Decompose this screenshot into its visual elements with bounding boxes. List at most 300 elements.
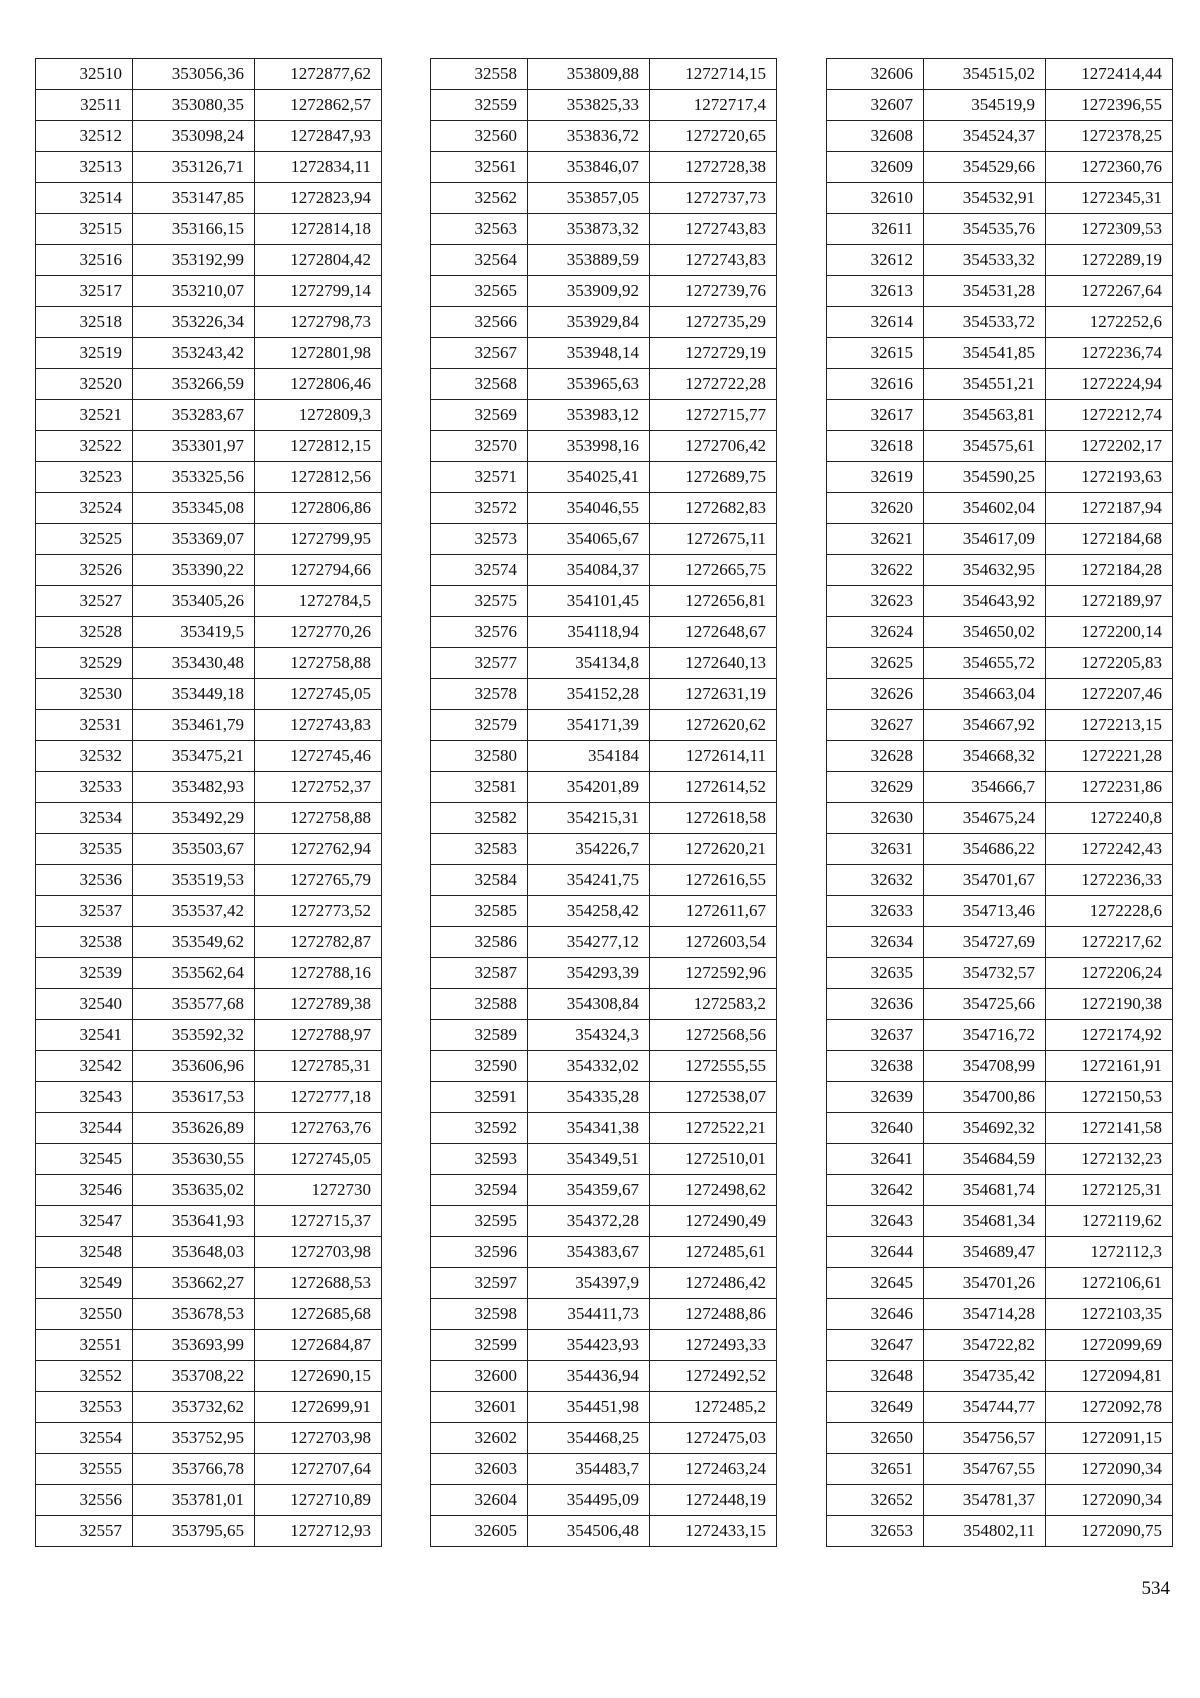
x-coordinate-cell: 354495,09: [528, 1485, 650, 1516]
x-coordinate-cell: 354725,66: [924, 989, 1046, 1020]
point-id-cell: 32647: [827, 1330, 924, 1361]
x-coordinate-cell: 354663,04: [924, 679, 1046, 710]
x-coordinate-cell: 353537,42: [133, 896, 255, 927]
x-coordinate-cell: 354171,39: [528, 710, 650, 741]
table-row: [36, 1268, 382, 1299]
table-row: [431, 865, 777, 896]
table-row: [36, 462, 382, 493]
x-coordinate-cell: 354383,67: [528, 1237, 650, 1268]
point-id-cell: 32556: [36, 1485, 133, 1516]
point-id-cell: 32510: [36, 59, 133, 90]
y-coordinate-cell: 1272782,87: [255, 927, 382, 958]
point-id-cell: 32585: [431, 896, 528, 927]
point-id-cell: 32537: [36, 896, 133, 927]
x-coordinate-cell: 353889,59: [528, 245, 650, 276]
point-id-cell: 32559: [431, 90, 528, 121]
y-coordinate-cell: 1272490,49: [650, 1206, 777, 1237]
table-row: [431, 617, 777, 648]
x-coordinate-cell: 353080,35: [133, 90, 255, 121]
y-coordinate-cell: 1272236,33: [1046, 865, 1173, 896]
point-id-cell: 32550: [36, 1299, 133, 1330]
y-coordinate-cell: 1272614,52: [650, 772, 777, 803]
point-id-cell: 32520: [36, 369, 133, 400]
y-coordinate-cell: 1272091,15: [1046, 1423, 1173, 1454]
x-coordinate-cell: 354735,42: [924, 1361, 1046, 1392]
y-coordinate-cell: 1272814,18: [255, 214, 382, 245]
x-coordinate-cell: 353630,55: [133, 1144, 255, 1175]
table-row: [431, 1237, 777, 1268]
point-id-cell: 32597: [431, 1268, 528, 1299]
x-coordinate-cell: 353641,93: [133, 1206, 255, 1237]
table-row: [431, 152, 777, 183]
table-row: [431, 1454, 777, 1485]
table-row: [827, 214, 1173, 245]
y-coordinate-cell: 1272184,68: [1046, 524, 1173, 555]
point-id-cell: 32527: [36, 586, 133, 617]
y-coordinate-cell: 1272739,76: [650, 276, 777, 307]
point-id-cell: 32567: [431, 338, 528, 369]
point-id-cell: 32651: [827, 1454, 924, 1485]
x-coordinate-cell: 353781,01: [133, 1485, 255, 1516]
table-row: [431, 524, 777, 555]
point-id-cell: 32540: [36, 989, 133, 1020]
x-coordinate-cell: 353192,99: [133, 245, 255, 276]
x-coordinate-cell: 354451,98: [528, 1392, 650, 1423]
table-row: [827, 679, 1173, 710]
x-coordinate-cell: 353626,89: [133, 1113, 255, 1144]
x-coordinate-cell: 354201,89: [528, 772, 650, 803]
point-id-cell: 32539: [36, 958, 133, 989]
y-coordinate-cell: 1272184,28: [1046, 555, 1173, 586]
table-row: [431, 648, 777, 679]
table-row: [827, 927, 1173, 958]
table-row: [36, 679, 382, 710]
x-coordinate-cell: 354643,92: [924, 586, 1046, 617]
x-coordinate-cell: 354423,93: [528, 1330, 650, 1361]
x-coordinate-cell: 354781,37: [924, 1485, 1046, 1516]
y-coordinate-cell: 1272614,11: [650, 741, 777, 772]
x-coordinate-cell: 353635,02: [133, 1175, 255, 1206]
y-coordinate-cell: 1272688,53: [255, 1268, 382, 1299]
y-coordinate-cell: 1272812,56: [255, 462, 382, 493]
table-row: [36, 90, 382, 121]
point-id-cell: 32635: [827, 958, 924, 989]
point-id-cell: 32609: [827, 152, 924, 183]
x-coordinate-cell: 354468,25: [528, 1423, 650, 1454]
x-coordinate-cell: 353983,12: [528, 400, 650, 431]
x-coordinate-cell: 354533,72: [924, 307, 1046, 338]
y-coordinate-cell: 1272217,62: [1046, 927, 1173, 958]
table-row: [36, 741, 382, 772]
table-row: [431, 1020, 777, 1051]
x-coordinate-cell: 353098,24: [133, 121, 255, 152]
x-coordinate-cell: 354701,67: [924, 865, 1046, 896]
x-coordinate-cell: 353795,65: [133, 1516, 255, 1547]
x-coordinate-cell: 353549,62: [133, 927, 255, 958]
table-row: [431, 183, 777, 214]
table-row: [827, 493, 1173, 524]
point-id-cell: 32583: [431, 834, 528, 865]
x-coordinate-cell: 354506,48: [528, 1516, 650, 1547]
point-id-cell: 32620: [827, 493, 924, 524]
point-id-cell: 32532: [36, 741, 133, 772]
y-coordinate-cell: 1272804,42: [255, 245, 382, 276]
x-coordinate-cell: 354632,95: [924, 555, 1046, 586]
y-coordinate-cell: 1272112,3: [1046, 1237, 1173, 1268]
y-coordinate-cell: 1272510,01: [650, 1144, 777, 1175]
y-coordinate-cell: 1272099,69: [1046, 1330, 1173, 1361]
x-coordinate-cell: 353056,36: [133, 59, 255, 90]
x-coordinate-cell: 353929,84: [528, 307, 650, 338]
x-coordinate-cell: 354666,7: [924, 772, 1046, 803]
y-coordinate-cell: 1272745,05: [255, 679, 382, 710]
x-coordinate-cell: 354524,37: [924, 121, 1046, 152]
table-row: [431, 1082, 777, 1113]
point-id-cell: 32610: [827, 183, 924, 214]
point-id-cell: 32634: [827, 927, 924, 958]
x-coordinate-cell: 354541,85: [924, 338, 1046, 369]
x-coordinate-cell: 353519,53: [133, 865, 255, 896]
x-coordinate-cell: 354655,72: [924, 648, 1046, 679]
table-row: [431, 59, 777, 90]
y-coordinate-cell: 1272202,17: [1046, 431, 1173, 462]
table-row: [827, 1051, 1173, 1082]
y-coordinate-cell: 1272656,81: [650, 586, 777, 617]
table-row: [36, 276, 382, 307]
point-id-cell: 32549: [36, 1268, 133, 1299]
point-id-cell: 32599: [431, 1330, 528, 1361]
y-coordinate-cell: 1272862,57: [255, 90, 382, 121]
y-coordinate-cell: 1272773,52: [255, 896, 382, 927]
table-row: [827, 803, 1173, 834]
x-coordinate-cell: 353482,93: [133, 772, 255, 803]
x-coordinate-cell: 354714,28: [924, 1299, 1046, 1330]
x-coordinate-cell: 354675,24: [924, 803, 1046, 834]
point-id-cell: 32529: [36, 648, 133, 679]
x-coordinate-cell: 354667,92: [924, 710, 1046, 741]
point-id-cell: 32622: [827, 555, 924, 586]
x-coordinate-cell: 354602,04: [924, 493, 1046, 524]
point-id-cell: 32590: [431, 1051, 528, 1082]
x-coordinate-cell: 353449,18: [133, 679, 255, 710]
table-row: [36, 152, 382, 183]
x-coordinate-cell: 354335,28: [528, 1082, 650, 1113]
point-id-cell: 32574: [431, 555, 528, 586]
point-id-cell: 32627: [827, 710, 924, 741]
y-coordinate-cell: 1272789,38: [255, 989, 382, 1020]
point-id-cell: 32582: [431, 803, 528, 834]
x-coordinate-cell: 354535,76: [924, 214, 1046, 245]
table-row: [36, 834, 382, 865]
table-row: [431, 1175, 777, 1206]
y-coordinate-cell: 1272794,66: [255, 555, 382, 586]
y-coordinate-cell: 1272463,24: [650, 1454, 777, 1485]
x-coordinate-cell: 353693,99: [133, 1330, 255, 1361]
y-coordinate-cell: 1272770,26: [255, 617, 382, 648]
table-row: [827, 1299, 1173, 1330]
point-id-cell: 32626: [827, 679, 924, 710]
point-id-cell: 32524: [36, 493, 133, 524]
table-row: [36, 338, 382, 369]
table-row: [431, 276, 777, 307]
table-row: [36, 1330, 382, 1361]
table-row: [827, 152, 1173, 183]
x-coordinate-cell: 353809,88: [528, 59, 650, 90]
table-row: [36, 648, 382, 679]
y-coordinate-cell: 1272094,81: [1046, 1361, 1173, 1392]
x-coordinate-cell: 354532,91: [924, 183, 1046, 214]
point-id-cell: 32628: [827, 741, 924, 772]
x-coordinate-cell: 353732,62: [133, 1392, 255, 1423]
point-id-cell: 32543: [36, 1082, 133, 1113]
y-coordinate-cell: 1272798,73: [255, 307, 382, 338]
y-coordinate-cell: 1272090,75: [1046, 1516, 1173, 1547]
table-row: [827, 59, 1173, 90]
x-coordinate-cell: 354701,26: [924, 1268, 1046, 1299]
table-row: [827, 431, 1173, 462]
y-coordinate-cell: 1272289,19: [1046, 245, 1173, 276]
x-coordinate-cell: 354215,31: [528, 803, 650, 834]
table-row: [431, 1113, 777, 1144]
x-coordinate-cell: 354617,09: [924, 524, 1046, 555]
point-id-cell: 32640: [827, 1113, 924, 1144]
point-id-cell: 32542: [36, 1051, 133, 1082]
x-coordinate-cell: 354684,59: [924, 1144, 1046, 1175]
point-id-cell: 32639: [827, 1082, 924, 1113]
table-row: [827, 865, 1173, 896]
point-id-cell: 32611: [827, 214, 924, 245]
table-row: [431, 1392, 777, 1423]
point-id-cell: 32619: [827, 462, 924, 493]
point-id-cell: 32557: [36, 1516, 133, 1547]
point-id-cell: 32517: [36, 276, 133, 307]
x-coordinate-cell: 353909,92: [528, 276, 650, 307]
table-row: [431, 834, 777, 865]
point-id-cell: 32604: [431, 1485, 528, 1516]
table-row: [827, 617, 1173, 648]
table-row: [827, 1175, 1173, 1206]
x-coordinate-cell: 354308,84: [528, 989, 650, 1020]
x-coordinate-cell: 353166,15: [133, 214, 255, 245]
x-coordinate-cell: 354575,61: [924, 431, 1046, 462]
y-coordinate-cell: 1272616,55: [650, 865, 777, 896]
point-id-cell: 32633: [827, 896, 924, 927]
table-row: [827, 1082, 1173, 1113]
x-coordinate-cell: 354101,45: [528, 586, 650, 617]
point-id-cell: 32602: [431, 1423, 528, 1454]
point-id-cell: 32579: [431, 710, 528, 741]
point-id-cell: 32594: [431, 1175, 528, 1206]
y-coordinate-cell: 1272592,96: [650, 958, 777, 989]
table-row: [827, 524, 1173, 555]
table-row: [431, 245, 777, 276]
x-coordinate-cell: 354668,32: [924, 741, 1046, 772]
y-coordinate-cell: 1272236,74: [1046, 338, 1173, 369]
y-coordinate-cell: 1272801,98: [255, 338, 382, 369]
x-coordinate-cell: 353419,5: [133, 617, 255, 648]
point-id-cell: 32558: [431, 59, 528, 90]
table-row: [827, 1485, 1173, 1516]
point-id-cell: 32563: [431, 214, 528, 245]
y-coordinate-cell: 1272728,38: [650, 152, 777, 183]
point-id-cell: 32560: [431, 121, 528, 152]
x-coordinate-cell: 354349,51: [528, 1144, 650, 1175]
table-row: [827, 1237, 1173, 1268]
coordinates-table-3: [826, 58, 1173, 1547]
point-id-cell: 32641: [827, 1144, 924, 1175]
y-coordinate-cell: 1272722,28: [650, 369, 777, 400]
x-coordinate-cell: 353405,26: [133, 586, 255, 617]
table-row: [827, 1454, 1173, 1485]
point-id-cell: 32646: [827, 1299, 924, 1330]
y-coordinate-cell: 1272493,33: [650, 1330, 777, 1361]
point-id-cell: 32589: [431, 1020, 528, 1051]
y-coordinate-cell: 1272603,54: [650, 927, 777, 958]
coordinates-table-1: [35, 58, 382, 1547]
point-id-cell: 32518: [36, 307, 133, 338]
point-id-cell: 32588: [431, 989, 528, 1020]
y-coordinate-cell: 1272758,88: [255, 648, 382, 679]
point-id-cell: 32584: [431, 865, 528, 896]
point-id-cell: 32598: [431, 1299, 528, 1330]
table-row: [431, 679, 777, 710]
point-id-cell: 32616: [827, 369, 924, 400]
y-coordinate-cell: 1272498,62: [650, 1175, 777, 1206]
table-row: [431, 1330, 777, 1361]
table-row: [36, 59, 382, 90]
table-row: [827, 1330, 1173, 1361]
table-row: [36, 989, 382, 1020]
y-coordinate-cell: 1272745,46: [255, 741, 382, 772]
x-coordinate-cell: 354241,75: [528, 865, 650, 896]
point-id-cell: 32577: [431, 648, 528, 679]
x-coordinate-cell: 353606,96: [133, 1051, 255, 1082]
y-coordinate-cell: 1272492,52: [650, 1361, 777, 1392]
y-coordinate-cell: 1272730: [255, 1175, 382, 1206]
x-coordinate-cell: 354084,37: [528, 555, 650, 586]
y-coordinate-cell: 1272242,43: [1046, 834, 1173, 865]
x-coordinate-cell: 353592,32: [133, 1020, 255, 1051]
point-id-cell: 32561: [431, 152, 528, 183]
point-id-cell: 32587: [431, 958, 528, 989]
point-id-cell: 32629: [827, 772, 924, 803]
table-row: [36, 1144, 382, 1175]
y-coordinate-cell: 1272631,19: [650, 679, 777, 710]
table-row: [827, 958, 1173, 989]
table-row: [431, 555, 777, 586]
table-row: [827, 307, 1173, 338]
y-coordinate-cell: 1272161,91: [1046, 1051, 1173, 1082]
point-id-cell: 32526: [36, 555, 133, 586]
x-coordinate-cell: 353857,05: [528, 183, 650, 214]
table-row: [431, 462, 777, 493]
point-id-cell: 32643: [827, 1206, 924, 1237]
point-id-cell: 32516: [36, 245, 133, 276]
table-row: [827, 1206, 1173, 1237]
table-row: [36, 524, 382, 555]
table-row: [827, 462, 1173, 493]
table-row: [36, 1454, 382, 1485]
y-coordinate-cell: 1272448,19: [650, 1485, 777, 1516]
y-coordinate-cell: 1272212,74: [1046, 400, 1173, 431]
y-coordinate-cell: 1272190,38: [1046, 989, 1173, 1020]
point-id-cell: 32615: [827, 338, 924, 369]
y-coordinate-cell: 1272228,6: [1046, 896, 1173, 927]
x-coordinate-cell: 354483,7: [528, 1454, 650, 1485]
point-id-cell: 32578: [431, 679, 528, 710]
table-row: [827, 1020, 1173, 1051]
x-coordinate-cell: 354708,99: [924, 1051, 1046, 1082]
y-coordinate-cell: 1272090,34: [1046, 1454, 1173, 1485]
x-coordinate-cell: 354802,11: [924, 1516, 1046, 1547]
y-coordinate-cell: 1272752,37: [255, 772, 382, 803]
x-coordinate-cell: 354293,39: [528, 958, 650, 989]
point-id-cell: 32625: [827, 648, 924, 679]
y-coordinate-cell: 1272758,88: [255, 803, 382, 834]
table-row: [36, 1051, 382, 1082]
point-id-cell: 32648: [827, 1361, 924, 1392]
x-coordinate-cell: 353301,97: [133, 431, 255, 462]
table-row: [431, 772, 777, 803]
x-coordinate-cell: 353825,33: [528, 90, 650, 121]
x-coordinate-cell: 353430,48: [133, 648, 255, 679]
y-coordinate-cell: 1272735,29: [650, 307, 777, 338]
y-coordinate-cell: 1272207,46: [1046, 679, 1173, 710]
y-coordinate-cell: 1272213,15: [1046, 710, 1173, 741]
point-id-cell: 32544: [36, 1113, 133, 1144]
y-coordinate-cell: 1272777,18: [255, 1082, 382, 1113]
point-id-cell: 32605: [431, 1516, 528, 1547]
y-coordinate-cell: 1272486,42: [650, 1268, 777, 1299]
table-row: [36, 431, 382, 462]
table-row: [431, 1423, 777, 1454]
y-coordinate-cell: 1272360,76: [1046, 152, 1173, 183]
table-row: [36, 245, 382, 276]
x-coordinate-cell: 353948,14: [528, 338, 650, 369]
y-coordinate-cell: 1272187,94: [1046, 493, 1173, 524]
y-coordinate-cell: 1272743,83: [255, 710, 382, 741]
table-row: [431, 493, 777, 524]
table-row: [36, 1020, 382, 1051]
table-row: [431, 1361, 777, 1392]
y-coordinate-cell: 1272396,55: [1046, 90, 1173, 121]
point-id-cell: 32618: [827, 431, 924, 462]
x-coordinate-cell: 353577,68: [133, 989, 255, 1020]
x-coordinate-cell: 354359,67: [528, 1175, 650, 1206]
table-row: [431, 90, 777, 121]
table-row: [36, 1361, 382, 1392]
y-coordinate-cell: 1272847,93: [255, 121, 382, 152]
point-id-cell: 32642: [827, 1175, 924, 1206]
y-coordinate-cell: 1272555,55: [650, 1051, 777, 1082]
point-id-cell: 32552: [36, 1361, 133, 1392]
x-coordinate-cell: 354681,34: [924, 1206, 1046, 1237]
point-id-cell: 32535: [36, 834, 133, 865]
point-id-cell: 32531: [36, 710, 133, 741]
x-coordinate-cell: 353369,07: [133, 524, 255, 555]
x-coordinate-cell: 354515,02: [924, 59, 1046, 90]
y-coordinate-cell: 1272715,77: [650, 400, 777, 431]
point-id-cell: 32575: [431, 586, 528, 617]
x-coordinate-cell: 353662,27: [133, 1268, 255, 1299]
x-coordinate-cell: 353345,08: [133, 493, 255, 524]
table-row: [431, 369, 777, 400]
x-coordinate-cell: 354689,47: [924, 1237, 1046, 1268]
point-id-cell: 32573: [431, 524, 528, 555]
x-coordinate-cell: 353846,07: [528, 152, 650, 183]
table-row: [36, 1423, 382, 1454]
x-coordinate-cell: 354372,28: [528, 1206, 650, 1237]
